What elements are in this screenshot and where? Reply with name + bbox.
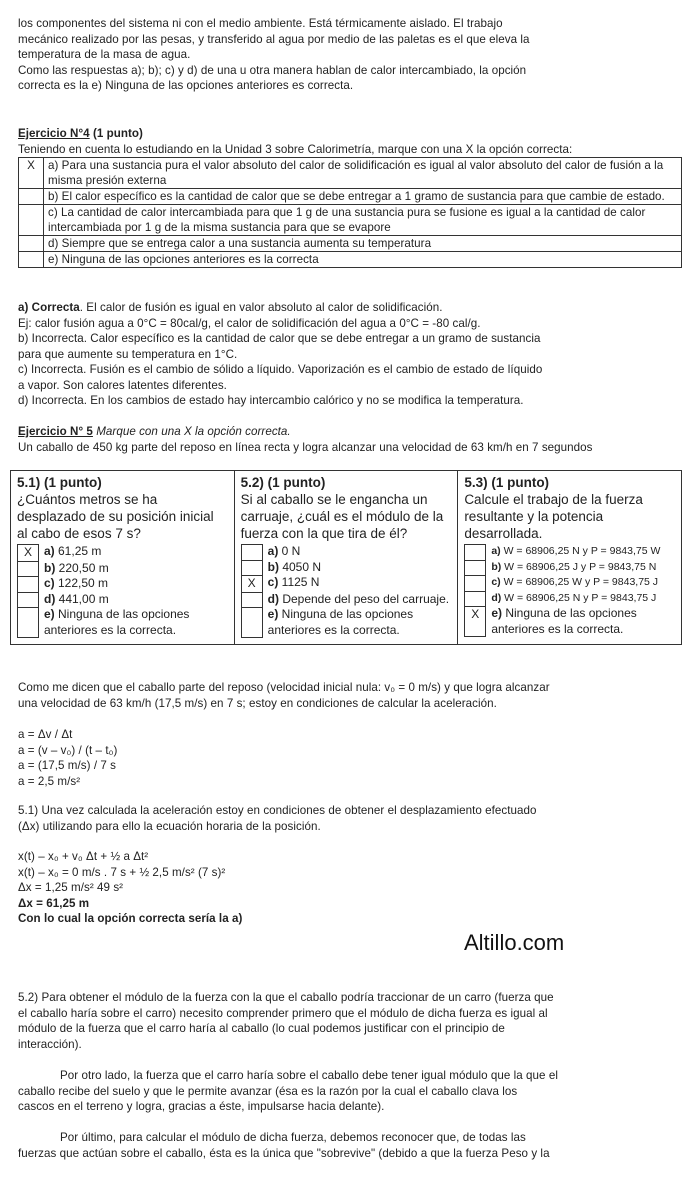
intro-line: mecánico realizado por las pesas, y transferido al agua por medio de las paletas es el que eleva la <box>18 32 530 46</box>
solution-5-2 <box>18 990 682 1052</box>
answer-option <box>241 575 452 592</box>
intro-line: los componentes del sistema ni con el medio ambiente. Está térmicamente aislado. El trabajo <box>18 17 503 30</box>
answer-value: Ninguna de las opciones anteriores es la correcta. <box>491 606 637 636</box>
exercise-5-instruction: Marque con una X la opción correcta. <box>92 425 291 438</box>
answer-value: W = 68906,25 W y P = 9843,75 J <box>500 576 659 588</box>
question-text: Si al caballo se le engancha un carruaje, ¿cuál es el módulo de la fuerza con la que tira de él? <box>240 492 444 541</box>
answer-value: Ninguna de las opciones anteriores es la correcta. <box>44 607 190 637</box>
equation: a = (v – v₀) / (t – t₀) <box>18 743 118 757</box>
question-heading: 5.3) (1 punto) <box>464 475 550 490</box>
answer-checkbox[interactable]: X <box>241 575 263 592</box>
exercise-5-column <box>458 471 682 645</box>
solution-line: cascos en el terreno y logra, gracias a éste, impulsarse hacia delante). <box>18 1100 385 1113</box>
answer-letter: e) <box>491 606 502 620</box>
answer-checkbox[interactable]: X <box>17 544 39 561</box>
answer-checkbox[interactable] <box>241 544 263 560</box>
exercise-5-title: Ejercicio N° 5 <box>18 425 93 438</box>
answer-letter: c) <box>44 576 55 590</box>
equation: a = 2,5 m/s² <box>18 774 81 788</box>
question-heading: 5.1) (1 punto) <box>17 475 102 490</box>
intro-paragraph <box>18 16 682 94</box>
option-mark-cell[interactable] <box>19 236 44 252</box>
answer-text <box>268 575 320 592</box>
answer-value: W = 68906,25 N y P = 9843,75 J <box>501 591 657 604</box>
exercise-4-heading <box>18 126 682 142</box>
answer-text <box>44 544 101 561</box>
answer-text <box>491 560 656 576</box>
question-text: Calcule el trabajo de la fuerza resultante y la potencia desarrollada. <box>464 492 643 541</box>
answer-b: para que aumente su temperatura en 1°C. <box>18 347 238 361</box>
answer-text <box>44 607 228 638</box>
answer-checkbox[interactable] <box>464 560 486 576</box>
exercise-5-grid <box>18 470 682 645</box>
answer-value: Depende del peso del carruaje. <box>278 591 450 606</box>
answer-letter: a) <box>491 545 501 557</box>
altillo-logo: Altillo.com <box>464 930 565 955</box>
equation-result: Δx = 61,25 m <box>18 896 90 910</box>
exercise-4-option-row <box>19 252 682 268</box>
intro-line: correcta es la e) Ninguna de las opciones anteriores es correcta. <box>18 79 354 92</box>
exercise-5-heading <box>18 424 682 440</box>
answer-letter: c) <box>267 575 279 589</box>
conclusion: Con lo cual la opción correcta sería la a) <box>18 912 243 925</box>
answer-letter: d) <box>267 591 279 606</box>
option-text-cell: b) El calor específico es la cantidad de calor que se debe entregar a 1 gramo de sustancia para que cambie de estado. <box>44 189 682 205</box>
answer-checkbox[interactable]: X <box>464 606 486 637</box>
solution-5-2-para3 <box>18 1130 682 1161</box>
solution-line: el caballo haría sobre el carro) necesito comprender primero que el módulo de dicha fuerza es igual al <box>18 1006 548 1020</box>
exercise-4-option-row <box>19 189 682 205</box>
answer-letter: b) <box>491 560 502 573</box>
answer-checkbox[interactable] <box>17 592 39 608</box>
answer-checkbox[interactable] <box>241 592 263 608</box>
exercise-5-statement: Un caballo de 450 kg parte del reposo en línea recta y logra alcanzar una velocidad de 63 km/h en 7 segundos <box>18 440 593 454</box>
answer-option <box>464 606 675 637</box>
answer-text <box>268 607 452 638</box>
answer-c: c) Incorrecta. Fusión es el cambio de sólido a líquido. Vaporización es el cambio de estado de líquido <box>18 363 543 376</box>
answer-text <box>491 575 658 591</box>
position-equations <box>18 849 682 927</box>
answer-d: d) Incorrecta. En los cambios de estado hay intercambio calórico y no se modifica la temperatura. <box>18 394 524 407</box>
answer-text <box>491 606 675 637</box>
answer-checkbox[interactable] <box>464 544 486 560</box>
equation: a = Δv / Δt <box>18 728 73 741</box>
question-text: ¿Cuántos metros se ha desplazado de su posición inicial al cabo de esos 7 s? <box>17 492 214 541</box>
exercise-4-points: (1 punto) <box>89 127 143 140</box>
answer-value: 4050 N <box>278 559 322 574</box>
answer-text <box>268 544 301 560</box>
answer-checkbox[interactable] <box>464 591 486 607</box>
acceleration-equations <box>18 727 682 789</box>
equation: x(t) – x₀ = 0 m/s . 7 s + ½ 2,5 m/s² (7 s)² <box>18 865 226 879</box>
answer-example: Ej: calor fusión agua a 0°C = 80cal/g, el calor de solidificación del agua a 0°C = -80 cal/g. <box>18 316 481 330</box>
answer-option <box>464 560 675 576</box>
answer-value: 441,00 m <box>55 591 109 606</box>
answer-option <box>241 592 452 608</box>
answer-letter: b) <box>44 560 56 575</box>
answer-value: 1125 N <box>278 575 320 589</box>
intro-line: temperatura de la masa de agua. <box>18 48 191 61</box>
solution-line: 5.1) Una vez calculada la aceleración estoy en condiciones de obtener el desplazamiento efectuado <box>18 804 537 817</box>
answer-value: 61,25 m <box>54 544 102 558</box>
answer-b: b) Incorrecta. Calor específico es la cantidad de calor que se debe entregar a un gramo de sustancia <box>18 332 541 345</box>
solution-line: Por otro lado, la fuerza que el carro haría sobre el caballo debe tener igual módulo que la que el <box>60 1069 558 1082</box>
exercise-4-options-table <box>18 157 682 268</box>
exercise-5 <box>18 424 682 455</box>
answer-letter: d) <box>44 591 56 606</box>
option-mark-cell[interactable] <box>19 205 44 236</box>
option-text-cell: d) Siempre que se entrega calor a una sustancia aumenta su temperatura <box>44 236 682 252</box>
answer-text <box>44 576 108 592</box>
answer-option <box>17 544 228 561</box>
answer-option <box>241 544 452 560</box>
answer-option <box>17 576 228 592</box>
answer-letter: e) <box>267 607 279 621</box>
answer-a <box>18 300 682 316</box>
answer-checkbox[interactable] <box>241 607 263 638</box>
equation: a = (17,5 m/s) / 7 s <box>18 759 116 772</box>
solution-line: Como me dicen que el caballo parte del reposo (velocidad inicial nula: v₀ = 0 m/s) y que logra alcanzar <box>18 681 550 694</box>
answer-letter: b) <box>267 559 279 574</box>
answer-value: W = 68906,25 N y P = 9843,75 W <box>500 545 661 557</box>
intro-line: Como las respuestas a); b); c) y d) de una u otra manera hablan de calor intercambiado, la opción <box>18 63 527 77</box>
answer-value: 220,50 m <box>55 560 109 575</box>
solution-intro <box>18 680 682 711</box>
answer-value: 122,50 m <box>54 576 109 590</box>
answer-letter: a) <box>44 544 55 558</box>
answer-option <box>17 592 228 608</box>
answer-option <box>241 560 452 576</box>
solution-line: caballo recibe del suelo y que le permite avanzar (ésa es la razón por la cual el caballo clava los <box>18 1084 518 1098</box>
answer-value: W = 68906,25 J y P = 9843,75 N <box>501 560 657 573</box>
answer-text <box>44 592 109 608</box>
solution-5-2-para2 <box>18 1068 682 1115</box>
solution-line: (Δx) utilizando para ello la ecuación horaria de la posición. <box>18 819 321 833</box>
answer-text <box>491 591 656 607</box>
option-text-cell: c) La cantidad de calor intercambiada para que 1 g de una sustancia pura se fusione es igual a la cantidad de calor intercambiada por 1 g de la misma sustancia para que se evapore <box>44 205 682 236</box>
option-mark-cell[interactable] <box>19 189 44 205</box>
exercise-5-table <box>10 470 682 645</box>
answer-text <box>268 592 449 608</box>
answer-value: Ninguna de las opciones anteriores es la correcta. <box>267 607 414 637</box>
answer-option <box>464 544 675 560</box>
option-mark-cell[interactable] <box>19 252 44 268</box>
solution-line: interacción). <box>18 1037 82 1051</box>
answer-letter: d) <box>491 591 502 604</box>
option-text-cell: e) Ninguna de las opciones anteriores es la correcta <box>44 252 682 268</box>
answer-option <box>17 607 228 638</box>
solution-line: 5.2) Para obtener el módulo de la fuerza con la que el caballo podría traccionar de un carro (fuerza que <box>18 991 554 1004</box>
exercise-4-option-row <box>19 236 682 252</box>
answer-checkbox[interactable] <box>17 576 39 592</box>
answer-text <box>491 544 660 560</box>
question-heading: 5.2) (1 punto) <box>240 475 326 490</box>
answer-checkbox[interactable] <box>17 607 39 638</box>
answer-c: a vapor. Son calores latentes diferentes. <box>18 378 227 392</box>
exercise-4-instruction: Teniendo en cuenta lo estudiando en la Unidad 3 sobre Calorimetría, marque con una X la opción correcta: <box>18 142 573 156</box>
equation: Δx = 1,25 m/s² 49 s² <box>18 881 124 894</box>
answer-checkbox[interactable] <box>241 560 263 576</box>
exercise-4-title: Ejercicio N°4 <box>18 127 90 140</box>
equation: x(t) – x₀ + v₀ Δt + ½ a Δt² <box>18 850 149 863</box>
solution-5-1 <box>18 803 682 834</box>
solution-line: fuerzas que actúan sobre el caballo, ésta es la única que "sobrevive" (debido a que la fuerza Peso y la <box>18 1146 550 1160</box>
answer-text <box>268 560 321 576</box>
exercise-5-column <box>234 471 458 645</box>
exercise-5-column <box>11 471 235 645</box>
solution-line: Por último, para calcular el módulo de dicha fuerza, debemos reconocer que, de todas las <box>60 1131 526 1144</box>
answer-a-label: a) Correcta <box>18 301 80 314</box>
answer-letter: a) <box>267 544 279 558</box>
answer-checkbox[interactable] <box>17 561 39 577</box>
solution-line: una velocidad de 63 km/h (17,5 m/s) en 7 s; estoy en condiciones de calcular la aceleración. <box>18 696 497 710</box>
answer-a-text: . El calor de fusión es igual en valor absoluto al calor de solidificación. <box>79 301 443 314</box>
exercise-4 <box>18 126 682 268</box>
option-mark-cell[interactable]: X <box>19 158 44 189</box>
solution-line: módulo de la fuerza que el carro haría al caballo (lo cual podemos justificar con el principio de <box>18 1022 505 1035</box>
answer-checkbox[interactable] <box>464 575 486 591</box>
exercise-4-option-row <box>19 158 682 189</box>
exercise-4-answers <box>18 300 682 409</box>
option-text-cell: a) Para una sustancia pura el valor absoluto del calor de solidificación es igual al valor absoluto del calor de fusión a la misma presión externa <box>44 158 682 189</box>
answer-option <box>464 591 675 607</box>
answer-option <box>17 561 228 577</box>
exercise-4-option-row <box>19 205 682 236</box>
answer-letter: c) <box>491 576 501 588</box>
answer-option <box>464 575 675 591</box>
answer-letter: e) <box>44 607 55 621</box>
answer-value: 0 N <box>278 544 301 558</box>
answer-text <box>44 561 109 577</box>
answer-option <box>241 607 452 638</box>
